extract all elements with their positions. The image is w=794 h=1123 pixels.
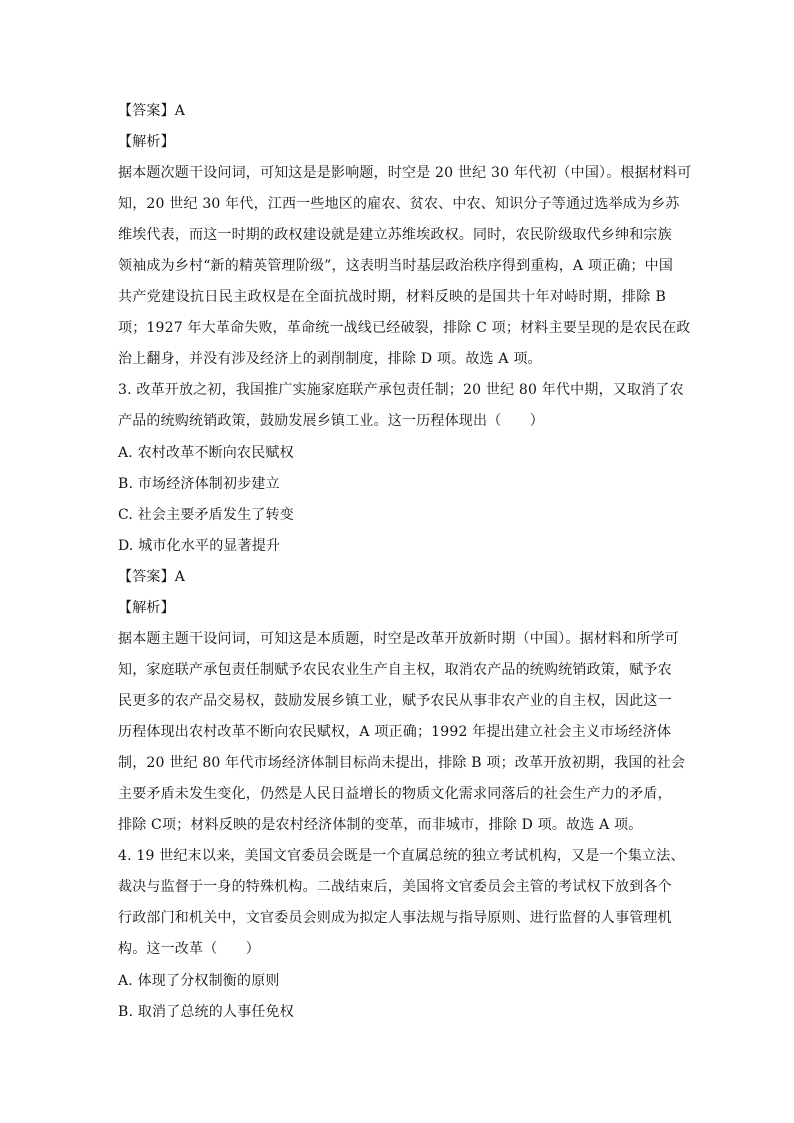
q3-answer: 【答案】A bbox=[118, 569, 186, 585]
q4-stem-line: 构。这一改革（ ） bbox=[118, 941, 260, 957]
q2-answer: 【答案】A bbox=[118, 103, 186, 119]
q3-analysis-line: 历程体现出农村改革不断向农民赋权，A 项正确；1992 年提出建立社会主义市场经济体 bbox=[118, 724, 672, 740]
q4-stem-line: 裁决与监督于一身的特殊机构。二战结束后，美国将文官委员会主管的考试权下放到各个 bbox=[118, 879, 672, 895]
q2-analysis-line: 据本题次题干设问词，可知这是是影响题，时空是 20 世纪 30 年代初（中国）。根据材料可 bbox=[118, 165, 692, 181]
q3-analysis-line: 主要矛盾未发生变化，仍然是人民日益增长的物质文化需求同落后的社会生产力的矛盾， bbox=[118, 786, 672, 802]
q2-analysis-line: 共产党建设抗日民主政权是在全面抗战时期，材料反映的是国共十年对峙时期，排除 B bbox=[118, 289, 666, 305]
q3-analysis-line: 民更多的农产品交易权，鼓励发展乡镇工业，赋予农民从事非农产业的自主权，因此这一 bbox=[118, 693, 672, 709]
q3-analysis-line: 制，20 世纪 80 年代市场经济体制目标尚未提出，排除 B 项；改革开放初期，我国的社会 bbox=[118, 755, 686, 771]
q2-analysis-heading: 【解析】 bbox=[118, 134, 175, 150]
q3-analysis-line: 知，家庭联产承包责任制赋予农民农业生产自主权，取消农产品的统购统销政策，赋予农 bbox=[118, 662, 672, 678]
q4-stem-line: 行政部门和机关中，文官委员会则成为拟定人事法规与指导原则、进行监督的人事管理机 bbox=[118, 910, 672, 926]
q4-option-a: A. 体现了分权制衡的原则 bbox=[118, 973, 280, 989]
q4-option-b: B. 取消了总统的人事任免权 bbox=[118, 1004, 294, 1020]
q2-analysis-line: 领袖成为乡村“新的精英管理阶级”，这表明当时基层政治秩序得到重构，A 项正确；中国 bbox=[118, 258, 674, 274]
q2-analysis-line: 维埃代表，而这一时期的政权建设就是建立苏维埃政权。同时，农民阶级取代乡绅和宗族 bbox=[118, 227, 672, 243]
q3-option-b: B. 市场经济体制初步建立 bbox=[118, 476, 280, 492]
q3-option-c: C. 社会主要矛盾发生了转变 bbox=[118, 507, 294, 523]
q3-option-a: A. 农村改革不断向农民赋权 bbox=[118, 445, 294, 461]
q3-analysis-line: 排除 C项；材料反映的是农村经济体制的变革，而非城市，排除 D 项。故选 A 项。 bbox=[118, 817, 643, 833]
q4-stem-line: 4. 19 世纪末以来，美国文官委员会既是一个直属总统的独立考试机构，又是一个集立法、 bbox=[118, 848, 685, 864]
q2-analysis-line: 治上翻身，并没有涉及经济上的剥削制度，排除 D 项。故选 A 项。 bbox=[118, 351, 542, 367]
q3-stem-line: 3. 改革开放之初，我国推广实施家庭联产承包责任制；20 世纪 80 年代中期，又取消了农 bbox=[118, 382, 684, 398]
q3-option-d: D. 城市化水平的显著提升 bbox=[118, 538, 281, 554]
q2-analysis-line: 知，20 世纪 30 年代，江西一些地区的雇农、贫农、中农、知识分子等通过选举成为乡苏 bbox=[118, 196, 680, 212]
q3-analysis-line: 据本题主题干设问词，可知这是本质题，时空是改革开放新时期（中国）。据材料和所学可 bbox=[118, 631, 679, 647]
q3-stem-line: 产品的统购统销政策，鼓励发展乡镇工业。这一历程体现出（ ） bbox=[118, 413, 544, 429]
q3-analysis-heading: 【解析】 bbox=[118, 600, 175, 616]
q2-analysis-line: 项；1927 年大革命失败，革命统一战线已经破裂，排除 C 项；材料主要呈现的是农民在政 bbox=[118, 320, 691, 336]
